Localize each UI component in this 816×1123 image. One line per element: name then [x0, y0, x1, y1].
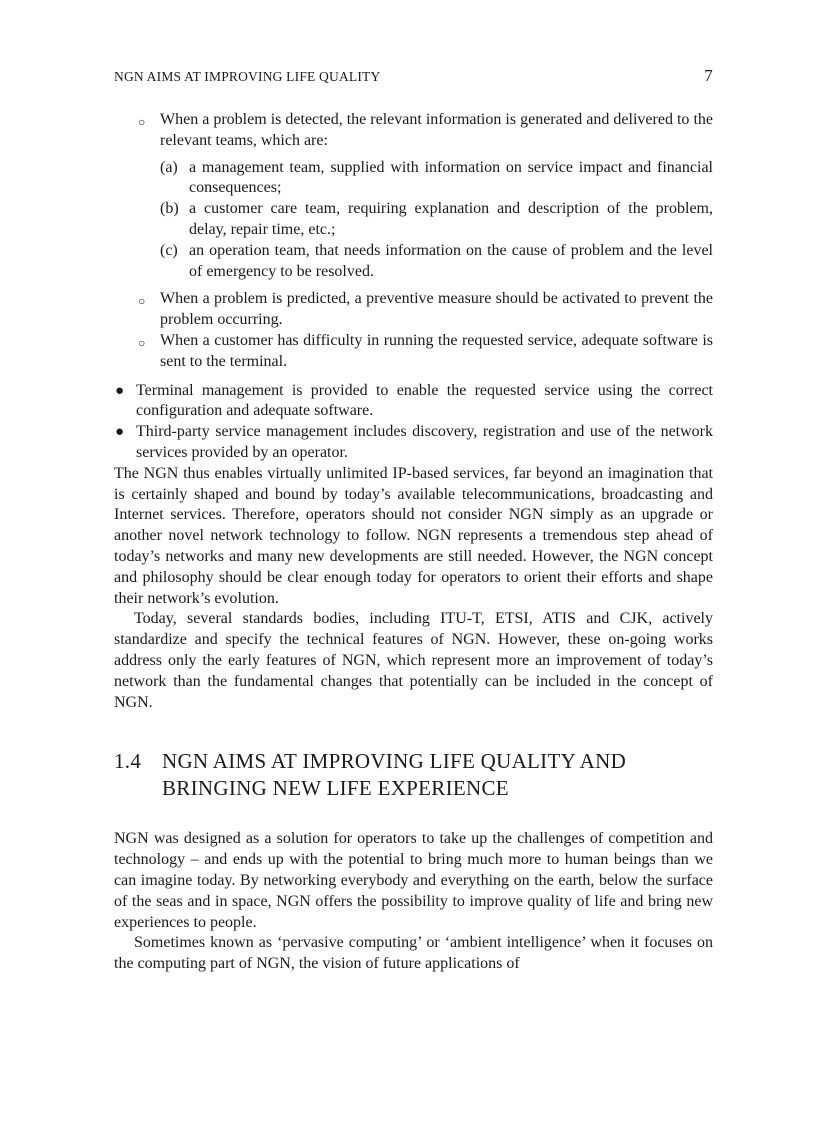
bullet-icon: ● — [115, 382, 125, 399]
team-list-item — [160, 158, 713, 200]
hollow-bullet-icon: ○ — [138, 335, 146, 350]
team-label: (a) — [160, 158, 178, 176]
page-body — [114, 110, 713, 975]
section-title — [162, 748, 626, 802]
section-title-line: NGN AIMS AT IMPROVING LIFE QUALITY AND — [162, 749, 627, 774]
team-label: (c) — [160, 241, 178, 259]
section-heading — [114, 748, 713, 802]
team-text: a customer care team, requiring explanation and description of the problem, delay, repair time, etc.; — [189, 200, 713, 238]
body-paragraph: Today, several standards bodies, including ITU-T, ETSI, ATIS and CJK, actively standardize and specify the technical features of NGN. However, these on-going works address only the early features of NGN, which represent more an improvement of today’s network than the fundamental changes that potentially can be included in the concept of NGN. — [114, 610, 713, 711]
bullet-list-item — [114, 422, 713, 464]
team-text: an operation team, that needs information on the cause of problem and the level of emergency to be resolved. — [189, 241, 713, 280]
hollow-bullet-icon: ○ — [138, 294, 146, 309]
team-list-item — [160, 241, 713, 283]
section-title-line: BRINGING NEW LIFE EXPERIENCE — [162, 776, 509, 801]
bullet-list-item-text: Terminal management is provided to enable the requested service using the correct configuration and adequate software. — [136, 381, 713, 420]
sub-list-item — [114, 289, 713, 331]
body-paragraph: NGN was designed as a solution for operators to take up the challenges of competition and technology – and ends up with the potential to bring much more to human beings than we can imagine today. By networking everybody and everything on the earth, below the surface of the seas and in space, NGN offers the possibility to improve quality of life and bring new experiences to people. — [114, 830, 713, 931]
sub-list-item — [114, 331, 713, 373]
body-paragraph: Sometimes known as ‘pervasive computing’ or ‘ambient intelligence’ when it focuses on the computing part of NGN, the vision of future applications of — [114, 934, 713, 973]
team-label: (b) — [160, 200, 179, 218]
sub-list-item-text: When a problem is detected, the relevant information is generated and delivered to the relevant teams, which are: — [160, 111, 713, 149]
team-text: a management team, supplied with information on service impact and financial consequences; — [189, 158, 713, 197]
hollow-bullet-icon: ○ — [138, 115, 146, 129]
running-header — [114, 66, 713, 85]
bullet-icon: ● — [115, 424, 125, 441]
section-number: 1.4 — [114, 749, 142, 774]
sub-list-item — [114, 110, 713, 152]
team-list-item — [160, 199, 713, 241]
team-list — [160, 158, 713, 283]
sub-list-item-text: When a problem is predicted, a preventive measure should be activated to prevent the problem occurring. — [160, 290, 713, 329]
bullet-list-item — [114, 381, 713, 423]
bullet-list-item-text: Third-party service management includes discovery, registration and use of the network services provided by an operator. — [136, 423, 713, 461]
page-number: 7 — [704, 66, 713, 85]
body-paragraph: The NGN thus enables virtually unlimited IP-based services, far beyond an imagination that is certainly shaped and bound by today’s available telecommunications, broadcasting and Internet services. Therefore, operators should not consider NGN simply as an upgrade or another novel network technology to follow. NGN represents a tremendous step ahead of today’s networks and many new developments are still needed. However, the NGN concept and philosophy should be clear enough today for operators to orient their efforts and shape their network’s evolution. — [114, 464, 713, 607]
running-title: NGN AIMS AT IMPROVING LIFE QUALITY — [114, 69, 381, 84]
sub-list-item-text: When a customer has difficulty in running the requested service, adequate software is sent to the terminal. — [160, 331, 713, 370]
